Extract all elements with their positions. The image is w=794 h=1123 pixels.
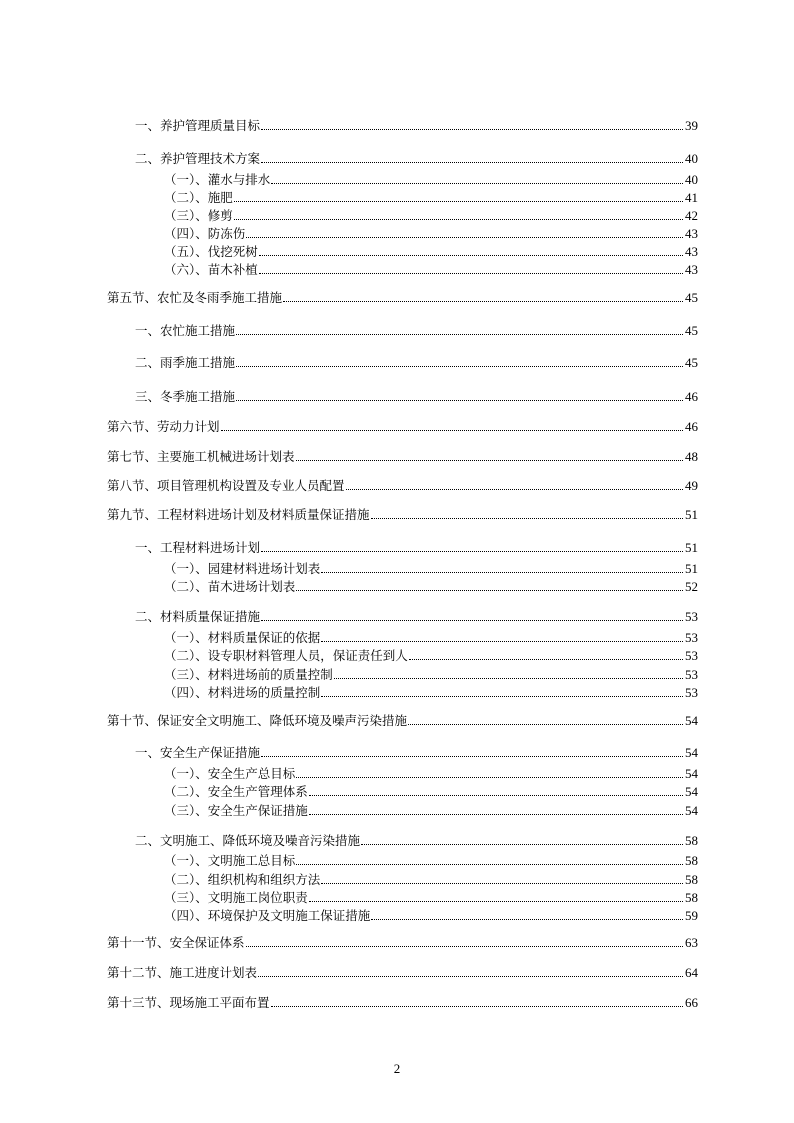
- dot-leader: [236, 334, 683, 335]
- dot-leader: [271, 1006, 683, 1007]
- toc-entry-page: 40: [685, 172, 698, 187]
- toc-entry[interactable]: [164, 685, 698, 701]
- toc-entry-label: 二、材料质量保证措施: [135, 609, 261, 624]
- toc-entry[interactable]: [135, 389, 698, 405]
- toc-entry-page: 43: [685, 262, 698, 277]
- toc-entry-label: （一）、园建材料进场计划表: [164, 561, 321, 576]
- toc-entry-label: 第八节、项目管理机构设置及专业人员配置: [107, 478, 345, 493]
- toc-entry[interactable]: [164, 244, 698, 260]
- toc-entry[interactable]: [107, 449, 698, 465]
- toc-entry[interactable]: [164, 172, 698, 188]
- toc-entry[interactable]: [135, 323, 698, 339]
- toc-entry-page: 46: [685, 419, 698, 434]
- toc-entry-page: 54: [685, 803, 698, 818]
- toc-entry-page: 63: [685, 935, 698, 950]
- toc-entry-page: 64: [685, 965, 698, 980]
- toc-entry[interactable]: [164, 262, 698, 278]
- toc-entry[interactable]: [164, 630, 698, 646]
- dot-leader: [296, 777, 683, 778]
- toc-entry-label: （四）、材料进场的质量控制: [164, 685, 321, 700]
- toc-entry-page: 53: [685, 609, 698, 624]
- toc-entry-label: （二）、施肥: [164, 190, 233, 205]
- toc-entry[interactable]: [135, 118, 698, 134]
- toc-entry-page: 43: [685, 244, 698, 259]
- toc-entry-label: （六）、苗木补植: [164, 262, 258, 277]
- toc-entry-page: 53: [685, 685, 698, 700]
- toc-entry[interactable]: [107, 965, 698, 981]
- toc-entry-label: （二）、设专职材料管理人员，保证责任到人: [164, 648, 408, 663]
- dot-leader: [321, 883, 683, 884]
- toc-entry[interactable]: [135, 745, 698, 761]
- toc-entry-label: 一、工程材料进场计划: [135, 540, 261, 555]
- toc-entry[interactable]: [164, 784, 698, 800]
- toc-entry-label: （三）、修剪: [164, 208, 233, 223]
- toc-entry[interactable]: [135, 540, 698, 556]
- toc-entry-label: 第十节、保证安全文明施工、降低环境及噪声污染措施: [107, 713, 408, 728]
- toc-entry[interactable]: [107, 290, 698, 306]
- toc-entry[interactable]: [164, 766, 698, 782]
- toc-entry-page: 58: [685, 872, 698, 887]
- toc-entry-label: 一、安全生产保证措施: [135, 745, 261, 760]
- toc-entry-page: 51: [685, 561, 698, 576]
- toc-entry-page: 51: [685, 507, 698, 522]
- toc-entry-page: 45: [685, 290, 698, 305]
- toc-entry[interactable]: [164, 908, 698, 924]
- toc-entry-page: 53: [685, 648, 698, 663]
- toc-entry-page: 58: [685, 853, 698, 868]
- toc-entry-page: 48: [685, 449, 698, 464]
- toc-entry-label: （二）、苗木进场计划表: [164, 579, 296, 594]
- toc-entry[interactable]: [135, 833, 698, 849]
- toc-entry-label: （二）、组织机构和组织方法: [164, 872, 321, 887]
- toc-entry-page: 58: [685, 890, 698, 905]
- toc-entry-label: 一、农忙施工措施: [135, 323, 236, 338]
- toc-entry-page: 53: [685, 667, 698, 682]
- dot-leader: [259, 273, 683, 274]
- toc-entry-page: 45: [685, 323, 698, 338]
- toc-entry[interactable]: [164, 226, 698, 242]
- dot-leader: [234, 201, 683, 202]
- dot-leader: [309, 795, 683, 796]
- toc-entry-page: 41: [685, 190, 698, 205]
- toc-entry[interactable]: [135, 609, 698, 625]
- toc-entry-label: 第六节、劳动力计划: [107, 419, 220, 434]
- toc-entry-page: 59: [685, 908, 698, 923]
- toc-entry-label: （一）、文明施工总目标: [164, 853, 296, 868]
- toc-entry-label: 三、冬季施工措施: [135, 389, 236, 404]
- dot-leader: [236, 366, 683, 367]
- toc-entry[interactable]: [135, 151, 698, 167]
- toc-entry[interactable]: [107, 713, 698, 729]
- dot-leader: [271, 183, 683, 184]
- toc-entry-label: 二、文明施工、降低环境及噪音污染措施: [135, 833, 361, 848]
- dot-leader: [334, 678, 683, 679]
- toc-entry-page: 53: [685, 630, 698, 645]
- toc-entry-page: 45: [685, 355, 698, 370]
- toc-entry-label: 第十三节、现场施工平面布置: [107, 995, 270, 1010]
- toc-entry-page: 52: [685, 579, 698, 594]
- dot-leader: [321, 641, 683, 642]
- dot-leader: [259, 255, 683, 256]
- toc-entry[interactable]: [107, 478, 698, 494]
- toc-entry-label: （一）、灌水与排水: [164, 172, 271, 187]
- dot-leader: [261, 756, 683, 757]
- toc-entry-label: 第七节、主要施工机械进场计划表: [107, 449, 295, 464]
- toc-entry-page: 54: [685, 766, 698, 781]
- toc-entry-label: （三）、材料进场前的质量控制: [164, 667, 333, 682]
- dot-leader: [258, 976, 683, 977]
- dot-leader: [261, 551, 683, 552]
- dot-leader: [234, 219, 683, 220]
- dot-leader: [221, 430, 683, 431]
- toc-entry[interactable]: [107, 935, 698, 951]
- dot-leader: [371, 518, 683, 519]
- dot-leader: [261, 620, 683, 621]
- dot-leader: [261, 129, 683, 130]
- toc-entry[interactable]: [164, 872, 698, 888]
- dot-leader: [361, 844, 683, 845]
- dot-leader: [283, 301, 683, 302]
- dot-leader: [236, 400, 683, 401]
- toc-entry-label: 二、雨季施工措施: [135, 355, 236, 370]
- page-number: 2: [393, 1061, 401, 1076]
- toc-entry[interactable]: [164, 667, 698, 683]
- toc-entry-page: 58: [685, 833, 698, 848]
- dot-leader: [321, 696, 683, 697]
- toc-entry-label: （一）、材料质量保证的依据: [164, 630, 321, 645]
- toc-entry-page: 54: [685, 745, 698, 760]
- toc-entry-page: 39: [685, 118, 698, 133]
- dot-leader: [296, 460, 683, 461]
- dot-leader: [296, 590, 683, 591]
- dot-leader: [296, 864, 683, 865]
- dot-leader: [321, 572, 683, 573]
- dot-leader: [246, 946, 683, 947]
- toc-entry-label: 第九节、工程材料进场计划及材料质量保证措施: [107, 507, 370, 522]
- toc-entry[interactable]: [164, 890, 698, 906]
- toc-entry[interactable]: [107, 995, 698, 1011]
- toc-entry[interactable]: [164, 561, 698, 577]
- toc-entry[interactable]: [164, 190, 698, 206]
- toc-entry-label: 第十二节、施工进度计划表: [107, 965, 258, 980]
- toc-entry[interactable]: [107, 419, 698, 435]
- toc-entry[interactable]: [135, 355, 698, 371]
- toc-entry[interactable]: [164, 853, 698, 869]
- toc-entry-label: （三）、安全生产保证措施: [164, 803, 308, 818]
- toc-entry[interactable]: [164, 803, 698, 819]
- toc-entry-label: 第五节、农忙及冬雨季施工措施: [107, 290, 283, 305]
- toc-entry[interactable]: [164, 208, 698, 224]
- toc-entry-label: （二）、安全生产管理体系: [164, 784, 308, 799]
- toc-entry-label: （四）、环境保护及文明施工保证措施: [164, 908, 371, 923]
- toc-entry-page: 46: [685, 389, 698, 404]
- dot-leader: [309, 901, 683, 902]
- dot-leader: [261, 162, 683, 163]
- toc-entry-label: （三）、文明施工岗位职责: [164, 890, 308, 905]
- toc-entry-page: 54: [685, 784, 698, 799]
- dot-leader: [409, 659, 683, 660]
- dot-leader: [408, 724, 683, 725]
- toc-entry-label: 二、养护管理技术方案: [135, 151, 261, 166]
- toc-entry-label: （五）、伐挖死树: [164, 244, 258, 259]
- toc-entry-label: 一、养护管理质量目标: [135, 118, 261, 133]
- dot-leader: [246, 237, 683, 238]
- toc-entry-page: 54: [685, 713, 698, 728]
- toc-entry[interactable]: [164, 579, 698, 595]
- toc-entry-label: （一）、安全生产总目标: [164, 766, 296, 781]
- toc-entry-page: 40: [685, 151, 698, 166]
- toc-entry-page: 43: [685, 226, 698, 241]
- dot-leader: [346, 489, 683, 490]
- toc-entry-page: 42: [685, 208, 698, 223]
- dot-leader: [371, 919, 683, 920]
- toc-entry-page: 66: [685, 995, 698, 1010]
- toc-entry-page: 49: [685, 478, 698, 493]
- toc-entry[interactable]: [164, 648, 698, 664]
- toc-entry-page: 51: [685, 540, 698, 555]
- toc-entry[interactable]: [107, 507, 698, 523]
- toc-entry-label: （四）、防冻伤: [164, 226, 246, 241]
- dot-leader: [309, 814, 683, 815]
- toc-entry-label: 第十一节、安全保证体系: [107, 935, 245, 950]
